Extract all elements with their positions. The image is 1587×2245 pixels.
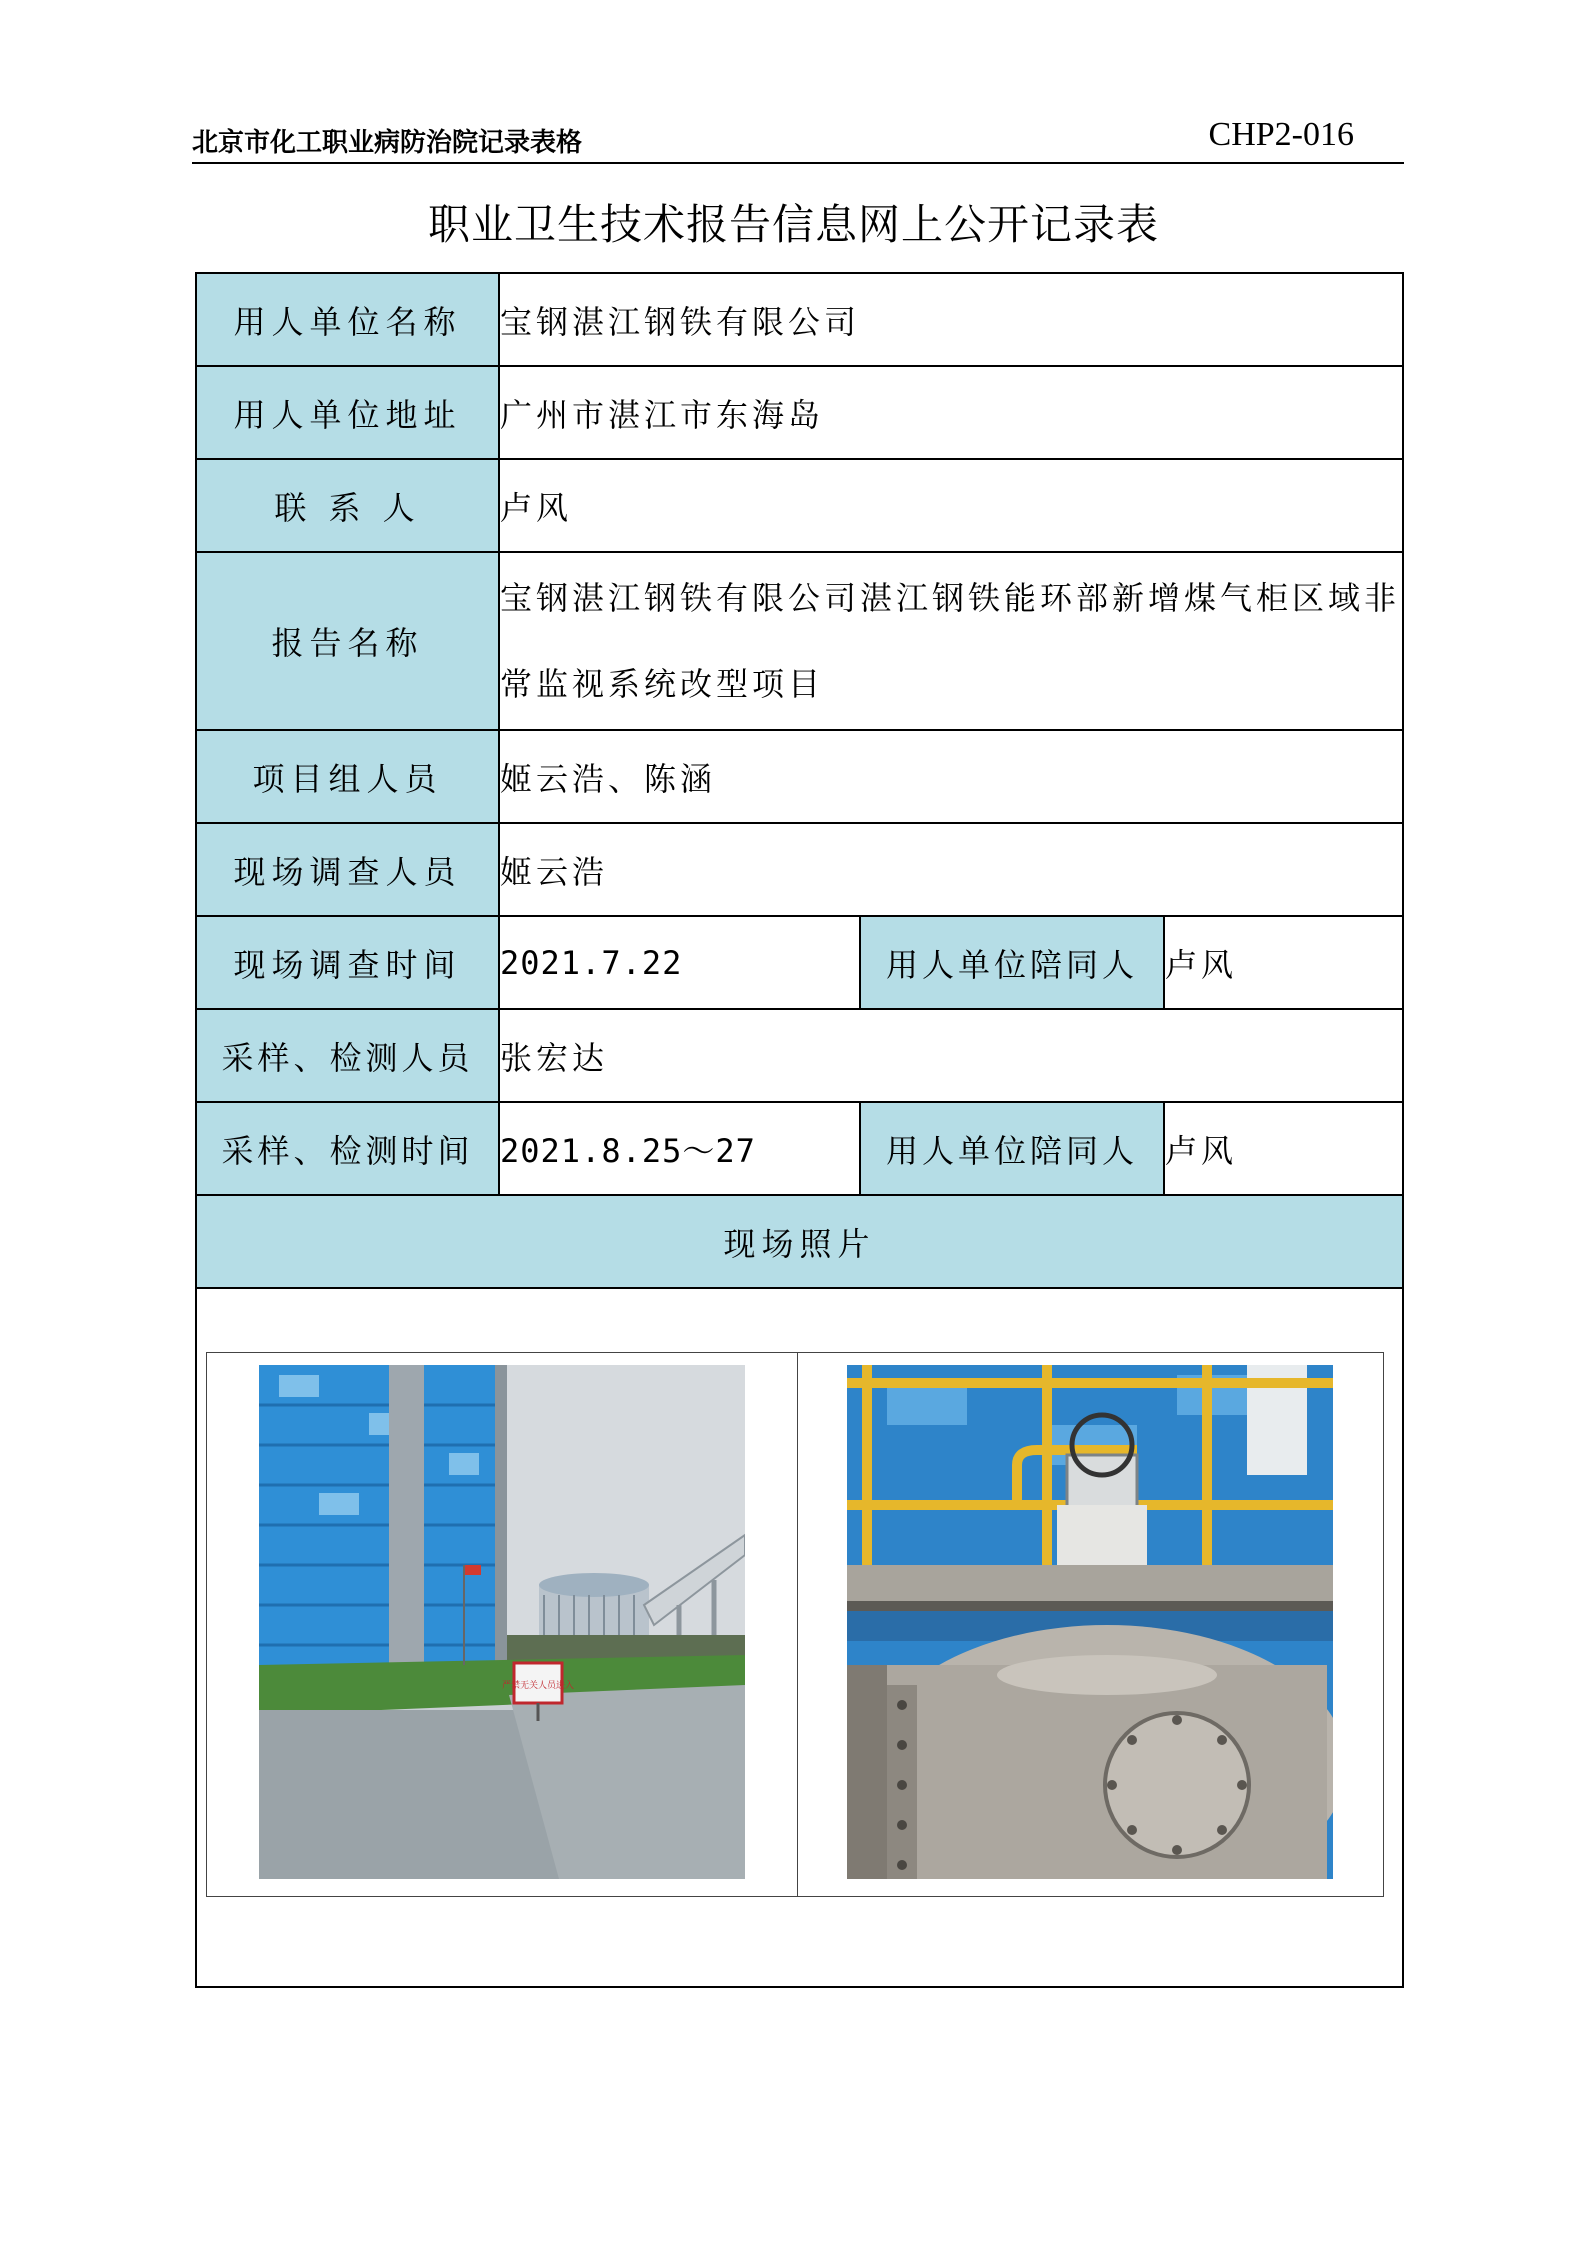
row-sampling-time [196,1102,1403,1195]
page-header [192,116,1404,164]
employer-address-label: 用人单位地址 [196,366,499,459]
row-site-investigation-time [196,916,1403,1009]
organization-name: 北京市化工职业病防治院记录表格 [192,128,583,158]
page-title: 职业卫生技术报告信息网上公开记录表 [427,200,1159,249]
employer-name-value: 宝钢湛江钢铁有限公司 [499,273,1403,366]
row-sampling-staff [196,1009,1403,1102]
employer-name-label: 用人单位名称 [196,273,499,366]
project-members-value: 姬云浩、陈涵 [499,730,1403,823]
row-site-investigators [196,823,1403,916]
sampling-time-label: 采样、检测时间 [196,1102,499,1195]
photo-1-drawing [259,1365,745,1879]
site-investigation-time-value: 2021.7.22 [499,916,860,1009]
site-companion-value: 卢风 [1164,916,1403,1009]
sampling-time-value: 2021.8.25～27 [499,1102,860,1195]
form-code: CHP2-016 [1208,116,1354,153]
site-investigators-value: 姬云浩 [499,823,1403,916]
photo-divider [797,1353,798,1896]
record-table [195,272,1404,1988]
site-investigation-time-label: 现场调查时间 [196,916,499,1009]
employer-address-value: 广州市湛江市东海岛 [499,366,1403,459]
row-photos-header [196,1195,1403,1288]
site-investigators-label: 现场调查人员 [196,823,499,916]
photo-2-drawing [847,1365,1333,1879]
site-companion-label: 用人单位陪同人 [860,916,1164,1009]
row-employer-address [196,366,1403,459]
row-report-name [196,552,1403,730]
warning-sign-text: 严禁无关人员进入 [501,1681,575,1691]
report-name-value: 宝钢湛江钢铁有限公司湛江钢铁能环部新增煤气柜区域非常监视系统改型项目 [499,552,1403,730]
sampling-companion-label: 用人单位陪同人 [860,1102,1164,1195]
photo-frame [206,1352,1384,1897]
contact-value: 卢风 [499,459,1403,552]
sampling-staff-label: 采样、检测人员 [196,1009,499,1102]
site-photo-gasholder-exterior [259,1365,745,1879]
row-contact [196,459,1403,552]
report-name-label: 报告名称 [196,552,499,730]
site-photo-valve-railing [847,1365,1333,1879]
sampling-staff-value: 张宏达 [499,1009,1403,1102]
photos-cell [196,1288,1403,1987]
row-project-members [196,730,1403,823]
project-members-label: 项目组人员 [196,730,499,823]
row-employer-name [196,273,1403,366]
row-photos [196,1288,1403,1987]
photos-section-label: 现场照片 [196,1195,1403,1288]
contact-label: 联 系 人 [196,459,499,552]
sampling-companion-value: 卢风 [1164,1102,1403,1195]
